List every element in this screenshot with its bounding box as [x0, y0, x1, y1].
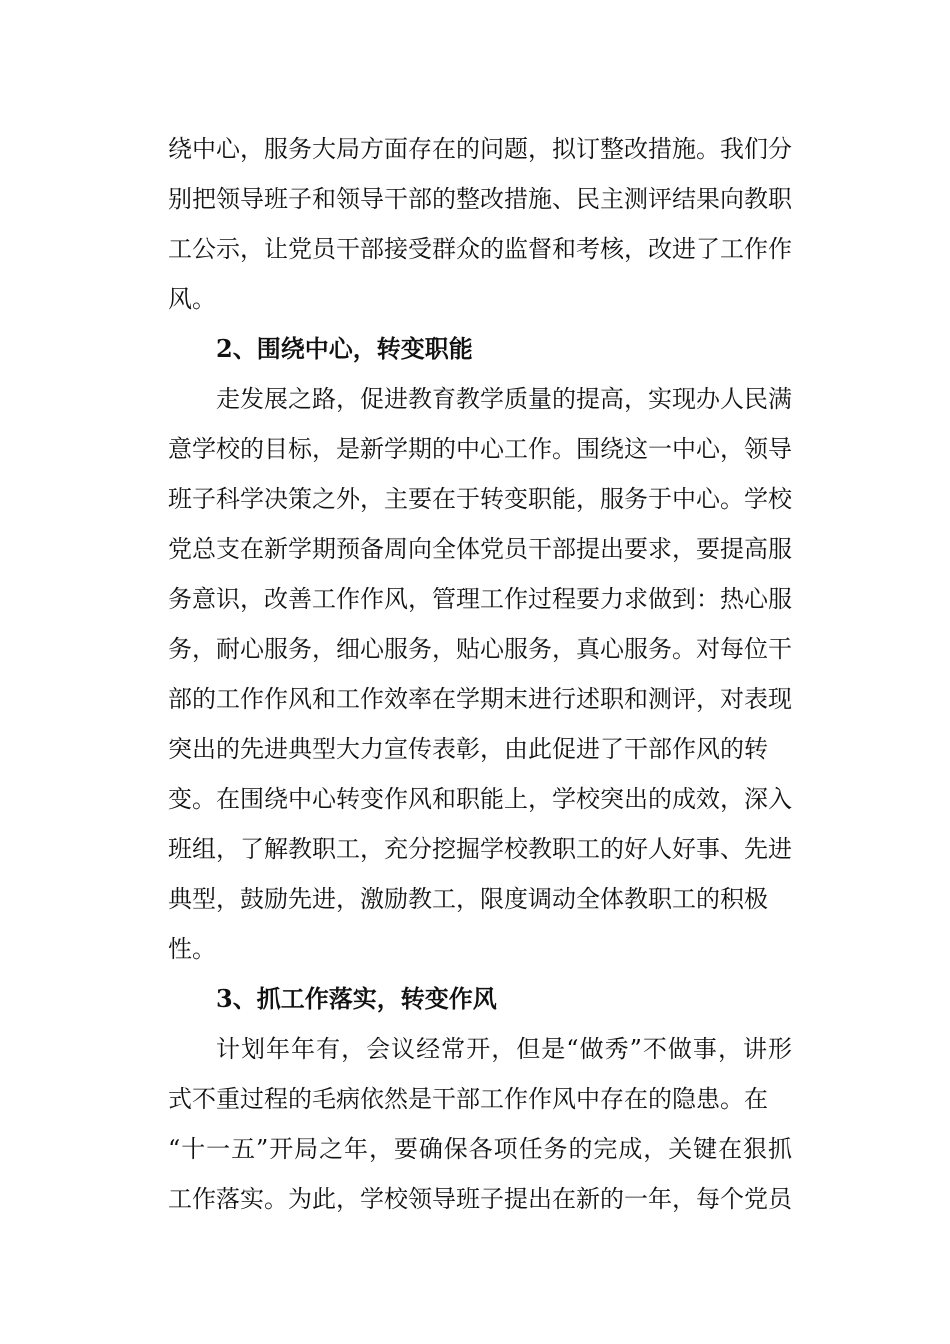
text-line: 走发展之路，促进教育教学质量的提高，实现办人民满	[216, 385, 792, 413]
text-line: 工公示，让党员干部接受群众的监督和考核，改进了工作作	[168, 235, 792, 263]
text-line: 计划年年有，会议经常开，但是“做秀”不做事，讲形	[216, 1035, 792, 1063]
paragraph-body	[168, 1024, 792, 1224]
document-page	[168, 124, 792, 1224]
text-line: 班子科学决策之外，主要在于转变职能，服务于中心。学校	[168, 485, 792, 513]
text-line: 典型，鼓励先进，激励教工，限度调动全体教职工的积极	[168, 885, 768, 913]
text-line: 性。	[168, 935, 216, 963]
section-heading: 3、抓工作落实，转变作风	[216, 984, 497, 1013]
paragraph-body	[168, 374, 792, 974]
text-line: 变。在围绕中心转变作风和职能上，学校突出的成效，深入	[168, 785, 792, 813]
text-line: 意学校的目标，是新学期的中心工作。围绕这一中心，领导	[168, 435, 792, 463]
text-line: 式不重过程的毛病依然是干部工作作风中存在的隐患。在	[168, 1085, 768, 1113]
text-line: 工作落实。为此，学校领导班子提出在新的一年，每个党员	[168, 1185, 792, 1213]
text-line: 绕中心，服务大局方面存在的问题，拟订整改措施。我们分	[168, 135, 792, 163]
text-line: “十一五”开局之年，要确保各项任务的完成，关键在狠抓	[168, 1135, 792, 1163]
text-line: 突出的先进典型大力宣传表彰，由此促进了干部作风的转	[168, 735, 768, 763]
section-heading: 2、围绕中心，转变职能	[216, 334, 473, 363]
text-line: 党总支在新学期预备周向全体党员干部提出要求，要提高服	[168, 535, 792, 563]
text-line: 务，耐心服务，细心服务，贴心服务，真心服务。对每位干	[168, 635, 792, 663]
text-line: 别把领导班子和领导干部的整改措施、民主测评结果向教职	[168, 185, 792, 213]
text-line: 务意识，改善工作作风，管理工作过程要力求做到：热心服	[168, 585, 792, 613]
text-line: 风。	[168, 285, 216, 313]
text-line: 班组，了解教职工，充分挖掘学校教职工的好人好事、先进	[168, 835, 792, 863]
text-line: 部的工作作风和工作效率在学期末进行述职和测评，对表现	[168, 685, 792, 713]
paragraph-continuation	[168, 124, 792, 324]
